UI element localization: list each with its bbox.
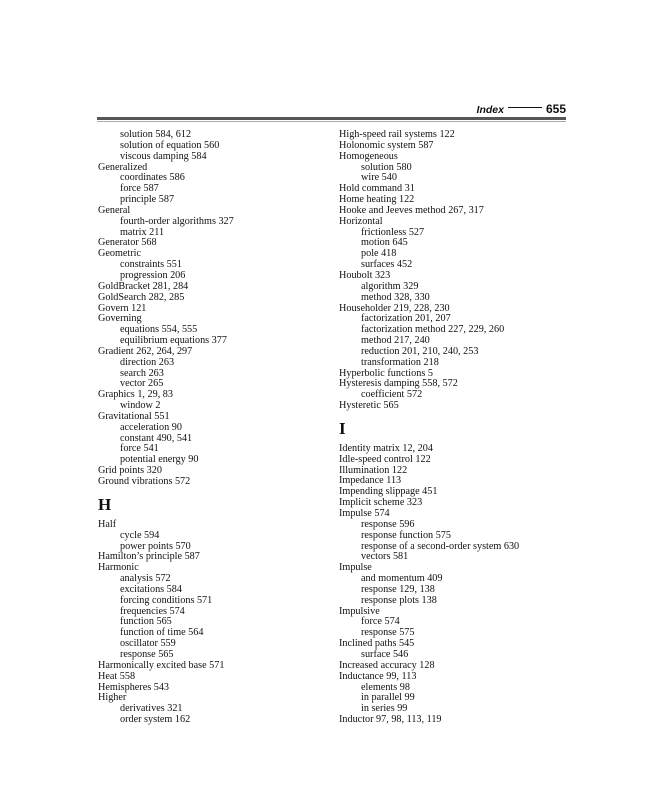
index-entry: Horizontal bbox=[339, 215, 383, 227]
index-subentry: forcing conditions 571 bbox=[120, 594, 213, 606]
index-subentry: viscous damping 584 bbox=[120, 150, 207, 162]
index-subentry: fourth-order algorithms 327 bbox=[120, 215, 234, 227]
index-subentry: response plots 138 bbox=[361, 594, 437, 606]
index-subentry: analysis 572 bbox=[120, 573, 171, 585]
index-entry: Governing bbox=[98, 313, 142, 325]
page-number: 655 bbox=[545, 102, 566, 116]
index-entry: Home heating 122 bbox=[339, 194, 415, 206]
index-subentry: motion 645 bbox=[361, 237, 408, 249]
index-subentry: response 596 bbox=[361, 518, 415, 530]
index-entry: Impulsive bbox=[339, 605, 380, 617]
section-label: Index bbox=[476, 104, 504, 116]
index-subentry: potential energy 90 bbox=[120, 454, 199, 466]
index-subentry: matrix 211 bbox=[120, 226, 165, 238]
index-entry: Grid points 320 bbox=[98, 465, 162, 477]
index-entry: Illumination 122 bbox=[339, 464, 408, 476]
index-subentry: cycle 594 bbox=[120, 529, 160, 541]
index-subentry: method 217, 240 bbox=[361, 335, 430, 347]
running-header bbox=[0, 100, 566, 118]
index-entry: Holonomic system 587 bbox=[339, 139, 434, 151]
index-entry: Gradient 262, 264, 297 bbox=[98, 345, 193, 357]
index-entry: Increased accuracy 128 bbox=[339, 659, 435, 671]
index-subentry: method 328, 330 bbox=[361, 291, 430, 303]
index-entry: Hysteresis damping 558, 572 bbox=[339, 378, 458, 390]
index-entry: General bbox=[98, 204, 131, 216]
index-subentry: frequencies 574 bbox=[120, 605, 185, 617]
index-subentry: vectors 581 bbox=[361, 551, 409, 563]
index-subentry: pole 418 bbox=[361, 248, 397, 260]
index-entry: Hamilton’s principle 587 bbox=[98, 551, 200, 563]
index-subentry: elements 98 bbox=[361, 681, 410, 693]
index-subentry: response 565 bbox=[120, 648, 174, 660]
index-entry: Hold command 31 bbox=[339, 183, 415, 195]
index-subentry: frictionless 527 bbox=[361, 226, 425, 238]
header-rule-thin bbox=[97, 121, 566, 122]
index-entry: Generator 568 bbox=[98, 237, 157, 249]
index-subentry: force 541 bbox=[120, 443, 159, 455]
index-entry: GoldSearch 282, 285 bbox=[98, 291, 185, 303]
index-entry: GoldBracket 281, 284 bbox=[98, 280, 189, 292]
index-entry: Householder 219, 228, 230 bbox=[339, 302, 450, 314]
index-subentry: coordinates 586 bbox=[120, 172, 185, 184]
index-subentry: equations 554, 555 bbox=[120, 324, 198, 336]
index-subentry: acceleration 90 bbox=[120, 421, 182, 433]
index-entry: Impulse bbox=[339, 562, 372, 574]
index-subentry: factorization method 227, 229, 260 bbox=[361, 324, 505, 336]
index-entry: Heat 558 bbox=[98, 670, 136, 682]
index-subentry: excitations 584 bbox=[120, 583, 182, 595]
index-entry: Inductance 99, 113 bbox=[339, 670, 417, 682]
index-subentry: equilibrium equations 377 bbox=[120, 335, 227, 347]
index-subentry: algorithm 329 bbox=[361, 280, 419, 292]
index-subentry: response function 575 bbox=[361, 529, 451, 541]
index-subentry: constant 490, 541 bbox=[120, 432, 193, 444]
index-subentry: force 574 bbox=[361, 616, 400, 628]
index-entry: Harmonic bbox=[98, 562, 139, 574]
index-entry: Hysteretic 565 bbox=[339, 400, 399, 412]
index-subentry: reduction 201, 210, 240, 253 bbox=[361, 345, 479, 357]
index-subentry: vector 265 bbox=[120, 378, 164, 390]
index-subentry: surfaces 452 bbox=[361, 259, 413, 271]
index-entry: Higher bbox=[98, 692, 127, 704]
index-letter-heading: H bbox=[98, 494, 112, 514]
index-entry: Impending slippage 451 bbox=[339, 486, 438, 498]
index-subentry: response of a second-order system 630 bbox=[361, 540, 520, 552]
index-entry: Houbolt 323 bbox=[339, 269, 391, 281]
index-entry: Generalized bbox=[98, 161, 148, 173]
index-subentry: function 565 bbox=[120, 616, 172, 628]
index-subentry: coefficient 572 bbox=[361, 389, 423, 401]
index-subentry: progression 206 bbox=[120, 269, 186, 281]
index-subentry: factorization 201, 207 bbox=[361, 313, 451, 325]
index-entry: Inclined paths 545 bbox=[339, 638, 415, 650]
index-subentry: constraints 551 bbox=[120, 259, 182, 271]
index-letter-heading: I bbox=[339, 418, 346, 438]
index-column-right bbox=[339, 130, 574, 726]
index-entry: Graphics 1, 29, 83 bbox=[98, 389, 173, 401]
index-column-left bbox=[98, 130, 328, 726]
index-subentry: in parallel 99 bbox=[361, 692, 415, 704]
index-subentry: search 263 bbox=[120, 367, 164, 379]
index-entry: Idle-speed control 122 bbox=[339, 453, 431, 465]
index-entry: Harmonically excited base 571 bbox=[98, 659, 225, 671]
index-subentry: window 2 bbox=[120, 400, 161, 412]
index-subentry: solution 584, 612 bbox=[120, 129, 192, 140]
index-entry: Identity matrix 12, 204 bbox=[339, 442, 433, 454]
index-entry: Implicit scheme 323 bbox=[339, 497, 423, 509]
index-entry: Ground vibrations 572 bbox=[98, 476, 191, 487]
index-subentry: response 129, 138 bbox=[361, 583, 435, 595]
index-subentry: solution of equation 560 bbox=[120, 139, 220, 151]
index-entry: Impedance 113 bbox=[339, 475, 402, 487]
index-entry: Hyperbolic functions 5 bbox=[339, 367, 433, 379]
index-entry: Inductor 97, 98, 113, 119 bbox=[339, 714, 442, 726]
index-subentry: order system 162 bbox=[120, 714, 191, 726]
index-entry: Geometric bbox=[98, 248, 141, 260]
index-subentry: wire 540 bbox=[361, 172, 397, 184]
index-subentry: principle 587 bbox=[120, 194, 175, 206]
index-subentry: direction 263 bbox=[120, 356, 175, 368]
header-rule bbox=[97, 117, 566, 120]
index-subentry: power points 570 bbox=[120, 540, 191, 552]
index-subentry: function of time 564 bbox=[120, 627, 204, 639]
index-subentry: transformation 218 bbox=[361, 356, 439, 368]
index-entry: Gravitational 551 bbox=[98, 410, 170, 422]
index-entry: Hemispheres 543 bbox=[98, 681, 170, 693]
index-subentry: solution 580 bbox=[361, 161, 412, 173]
index-entry: Homogeneous bbox=[339, 150, 398, 162]
index-entry: High-speed rail systems 122 bbox=[339, 129, 455, 140]
index-subentry: oscillator 559 bbox=[120, 638, 176, 650]
index-subentry: surface 546 bbox=[361, 648, 409, 660]
index-entry: Hooke and Jeeves method 267, 317 bbox=[339, 204, 484, 216]
index-subentry: in series 99 bbox=[361, 703, 408, 715]
header-dash bbox=[508, 107, 542, 108]
index-subentry: response 575 bbox=[361, 627, 415, 639]
index-subentry: derivatives 321 bbox=[120, 703, 183, 715]
index-entry: Impulse 574 bbox=[339, 508, 390, 519]
index-subentry: force 587 bbox=[120, 183, 159, 195]
index-subentry: and momentum 409 bbox=[361, 573, 443, 585]
index-entry: Govern 121 bbox=[98, 302, 147, 314]
index-entry: Half bbox=[98, 518, 117, 530]
